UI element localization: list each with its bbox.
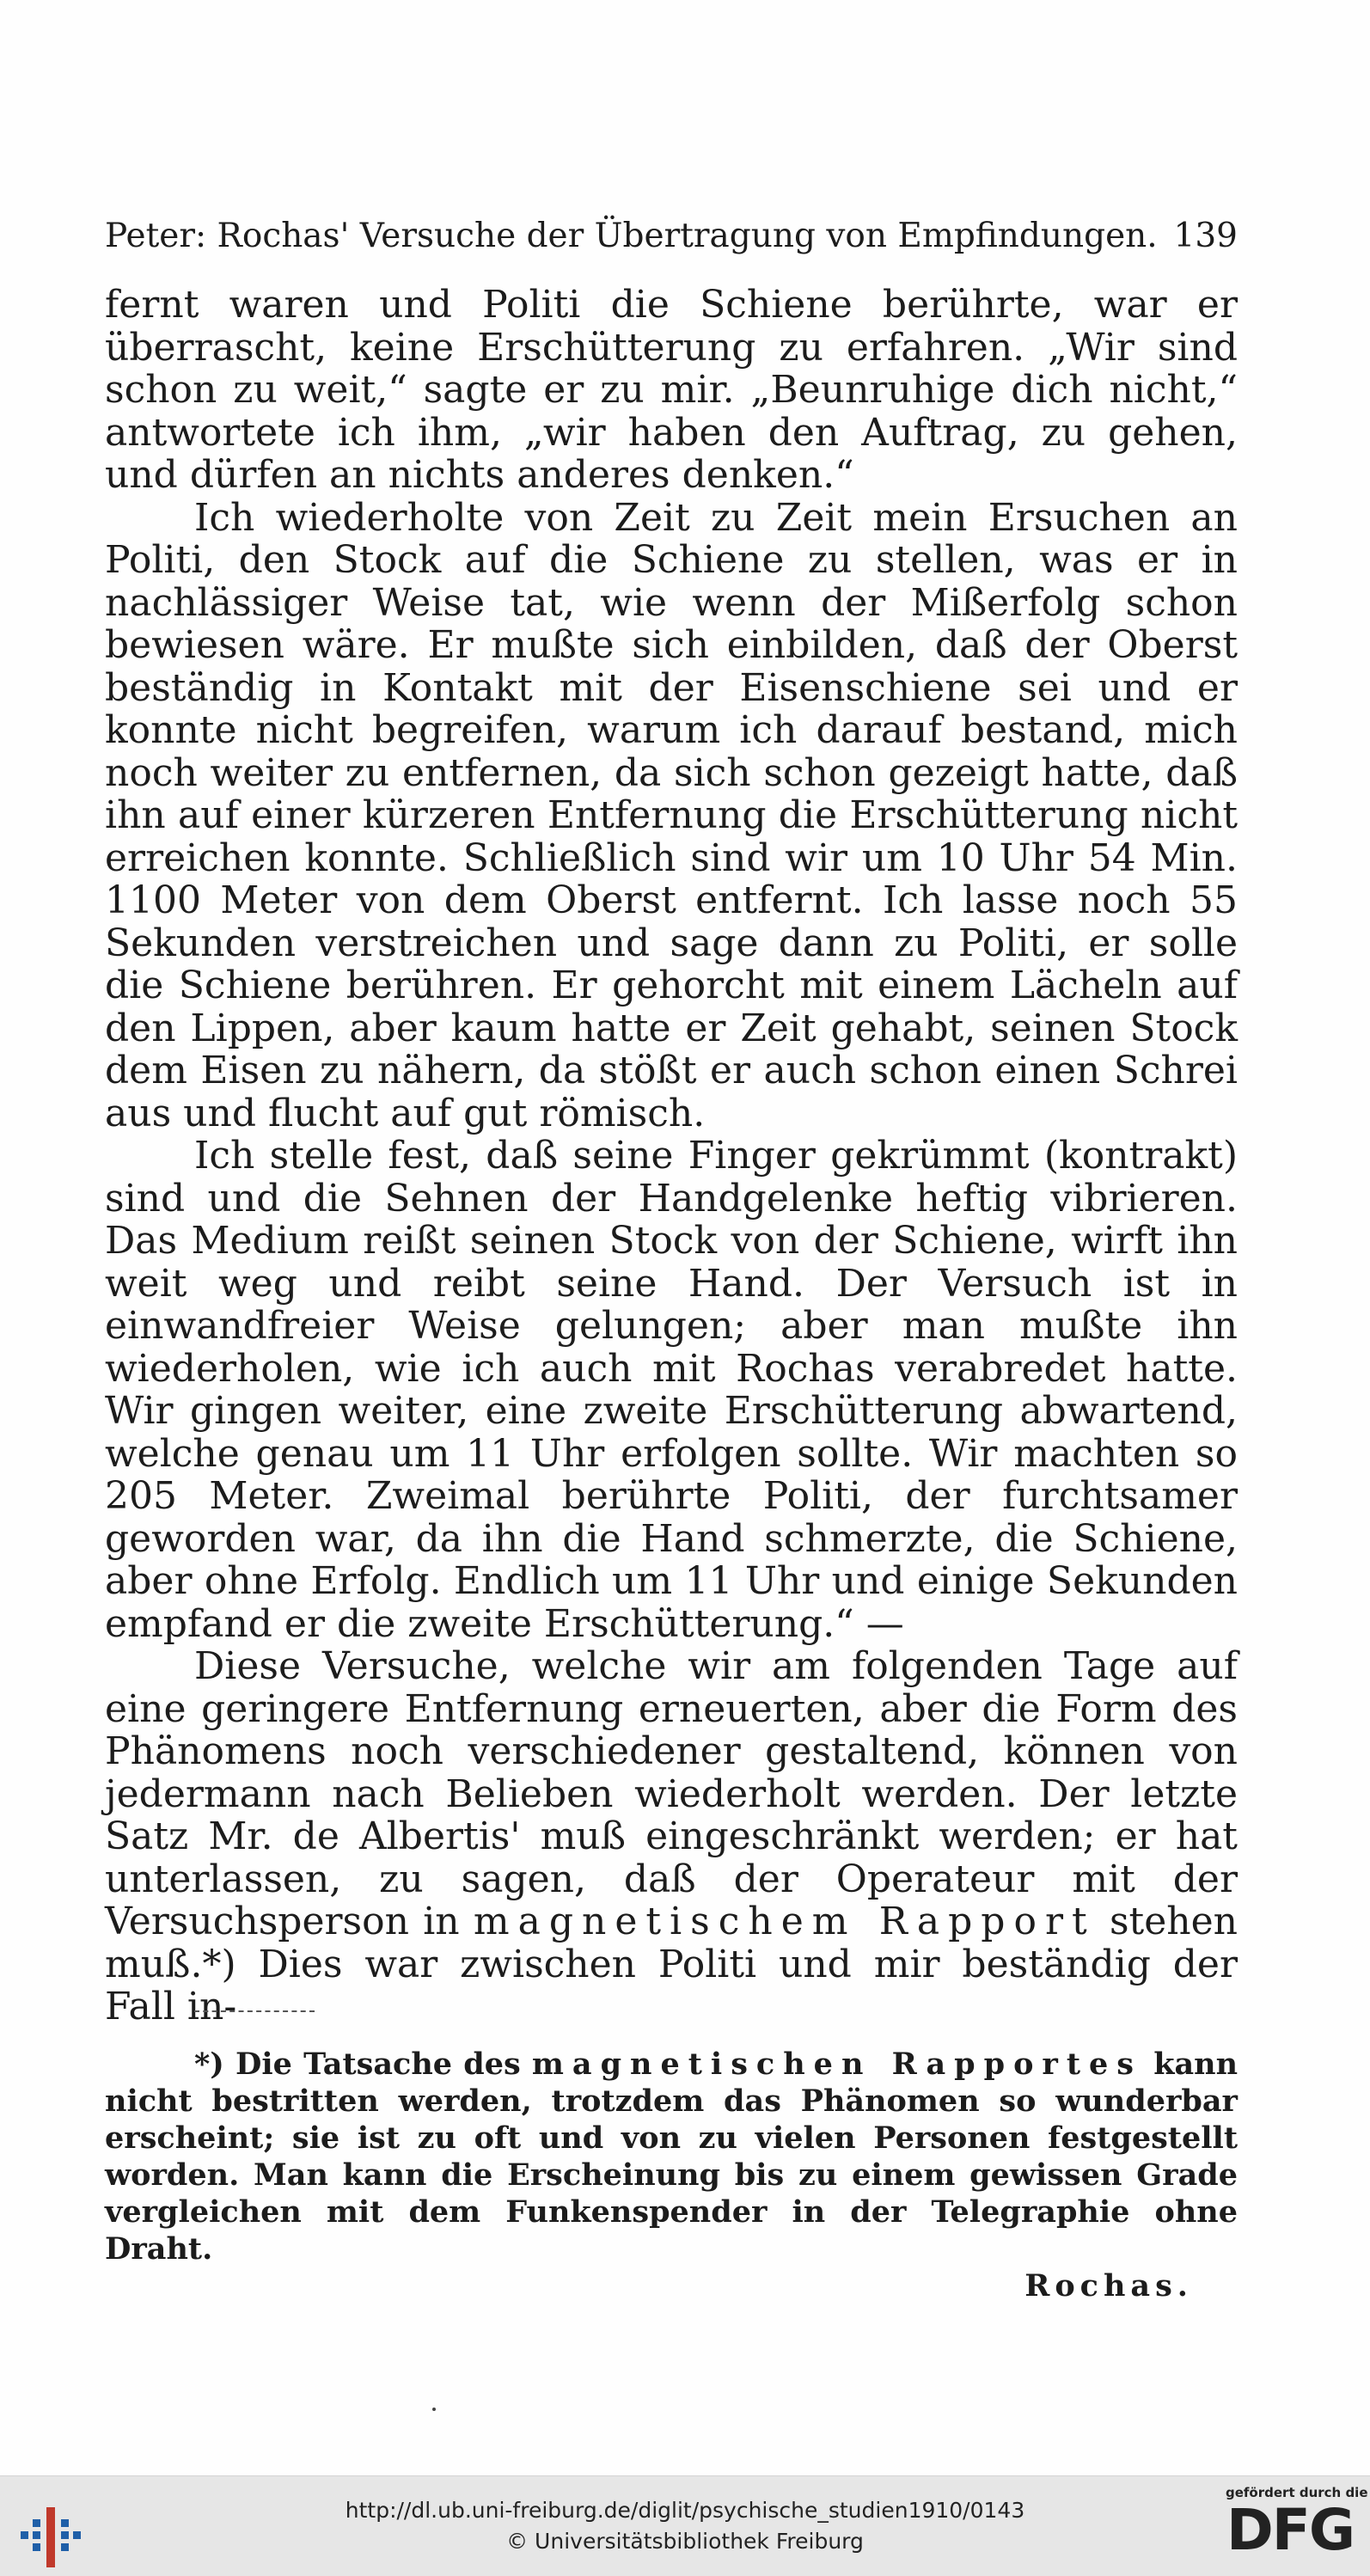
running-header bbox=[105, 213, 1238, 260]
copyright-notice: © Universitätsbibliothek Freiburg bbox=[506, 2529, 864, 2554]
paragraph-1: fernt waren und Politi die Schiene berührte, war er überrascht, keine Erschütterung zu erfahren. „Wir sind schon zu weit,“ sagte er zu mir. „Beunruhige dich nicht,“ antwortete ich ihm, „wir haben den Auftrag, zu gehen, und dürfen an nichts anderes denken.“ bbox=[105, 283, 1238, 497]
permalink-url[interactable]: http://dl.ub.uni-freiburg.de/diglit/psychische_studien1910/0143 bbox=[345, 2498, 1025, 2523]
viewer-footer bbox=[0, 2475, 1370, 2576]
footnote-separator bbox=[194, 2010, 315, 2012]
footnote-emphasis: magnetischen Rapportes bbox=[531, 2047, 1143, 2082]
body-text bbox=[105, 284, 1238, 2028]
paragraph-4 bbox=[105, 1645, 1238, 2028]
footnote bbox=[105, 2046, 1238, 2304]
paragraph-3: Ich stelle fest, daß seine Finger gekrümmt (kontrakt) sind und die Sehnen der Handgelenke heftig vibrieren. Das Medium reißt seinen Stock von der Schiene, wirft ihn weit weg und reibt seine Hand. Der Versuch ist in einwandfreier Weise gelungen; aber man mußte ihn wiederholen, wie ich auch mit Rochas verabredet hatte. Wir gingen weiter, eine zweite Erschütterung abwartend, welche genau um 11 Uhr erfolgen sollte. Wir machten so 205 Meter. Zweimal berührte Politi, der furchtsamer geworden war, da ihn die Hand schmerzte, die Schiene, aber ohne Erfolg. Endlich um 11 Uhr und einige Sekunden empfand er die zweite Erschütterung.“ — bbox=[105, 1134, 1238, 1646]
footnote-start: *) Die Tatsache des bbox=[194, 2047, 521, 2082]
footnote-signature: Rochas. bbox=[1024, 2268, 1193, 2304]
running-title: Peter: Rochas' Versuche der Übertragung von Empfindungen. bbox=[105, 217, 1158, 255]
scan-speck bbox=[432, 2408, 436, 2411]
paragraph-4-start: Diese Versuche, welche wir am folgenden Tage auf eine geringere Entfernung erneuerten, aber die Form des Phänomens noch verschiedener gestaltend, können von jedermann nach Belieben wiederholt werden. Der letzte Satz Mr. de Albertis' muß eingeschränkt werden; er hat unterlassen, zu sagen, daß der Operateur mit der Versuchsperson in bbox=[105, 1644, 1238, 1943]
paragraph-2: Ich wiederholte von Zeit zu Zeit mein Ersuchen an Politi, den Stock auf die Schiene zu stellen, was er in nachlässiger Weise tat, wie wenn der Mißerfolg schon bewiesen wäre. Er mußte sich einbilden, daß der Oberst beständig in Kontakt mit der Eisenschiene sei und er konnte nicht begreifen, warum ich darauf bestand, mich noch weiter zu entfernen, da sich schon gezeigt hatte, daß ihn auf einer kürzeren Entfernung die Erschütterung nicht erreichen konnte. Schließlich sind wir um 10 Uhr 54 Min. 1100 Meter von dem Oberst entfernt. Ich lasse noch 55 Sekunden verstreichen und sage dann zu Politi, er solle die Schiene berühren. Er gehorcht mit einem Lächeln auf den Lippen, aber kaum hatte er Zeit gehabt, seinen Stock dem Eisen zu nähern, da stößt er auch schon einen Schrei aus und flucht auf gut römisch. bbox=[105, 495, 1238, 1135]
dfg-tagline: gefördert durch die bbox=[1226, 2485, 1368, 2500]
footer-text bbox=[0, 2495, 1370, 2557]
dfg-logo-text: DFG bbox=[1226, 2497, 1355, 2563]
footnote-text bbox=[105, 2046, 1238, 2267]
page-number: 139 bbox=[1173, 217, 1238, 255]
dfg-logo[interactable] bbox=[1226, 2485, 1368, 2563]
paragraph-4-end: stehen muß.*) Dies war zwischen Politi und mir beständig der Fall in- bbox=[105, 1900, 1238, 2028]
footnote-end: kann nicht bestritten werden, trotzdem das Phänomen so wunderbar erscheint; sie ist zu oft und von zu vielen Personen festgestellt worden. Man kann die Erscheinung bis zu einem gewissen Grade vergleichen mit dem Funkenspender in der Telegraphie ohne Draht. bbox=[105, 2047, 1239, 2267]
emphasis-spaced: magnetischem Rapport bbox=[473, 1900, 1096, 1943]
